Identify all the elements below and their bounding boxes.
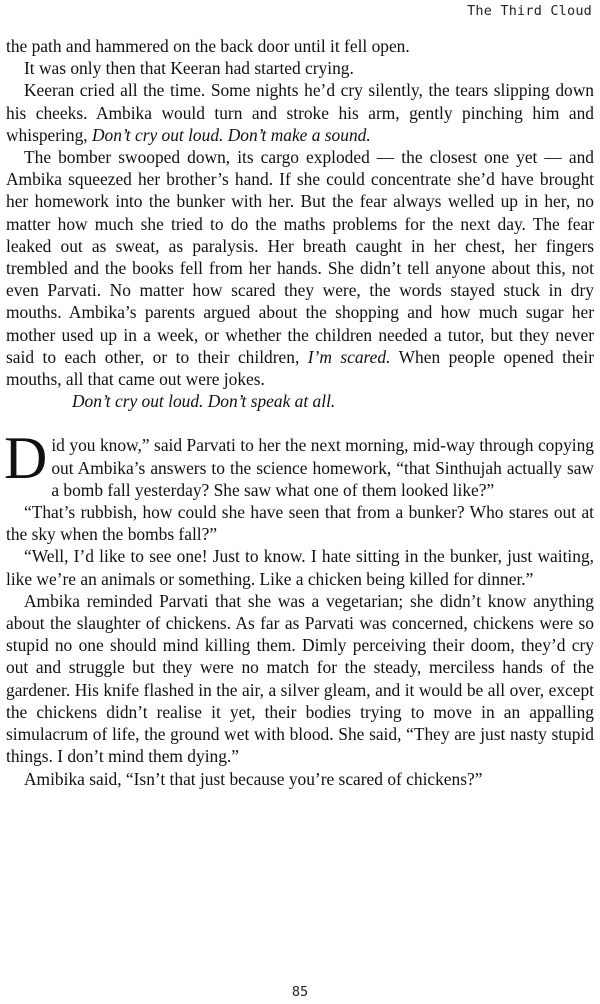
paragraph: Amibika said, “Isn’t that just because you’re scared of chickens?” xyxy=(24,768,483,789)
paragraph-text: id you know,” said Parvati to her the next morning, mid-way through copying out Ambika’s answers to the science homework, “that Sinthujah actually saw a bomb fall yesterday? She saw what one of them looked like?” xyxy=(51,435,594,500)
paragraph-text: When people opened their mouths, all that came out were jokes. xyxy=(6,346,594,390)
italic-phrase: I’m scared. xyxy=(307,346,391,367)
section-break xyxy=(6,412,594,434)
paragraph: It was only then that Keeran had started crying. xyxy=(24,58,354,79)
paragraph xyxy=(6,146,594,390)
italic-refrain: Don’t cry out loud. Don’t speak at all. xyxy=(72,391,336,412)
paragraph: Ambika reminded Parvati that she was a vegetarian; she didn’t know anything about the slaughter of chickens. As far as Parvati was concerned, chickens were so stupid no one should mind killing them. Dimly perceiving their doom, they’d cry out and struggle but they were no match for the steady, merciless hands of the gardener. His knife flashed in the air, a silver gleam, and it would be all over, except the chickens didn’t realise it yet, their bodies trying to move in an appalling simulacrum of life, the ground wet with blood. She said, “They are just nasty stupid things. I don’t mind them dying.” xyxy=(6,590,594,767)
paragraph-text: The bomber swooped down, its cargo exploded — the closest one yet — and Ambika squeezed her brother’s hand. If she could concentrate she’d have brought her homework into the bunker with her. But the fear always welled up in her, no matter how much she tried to do the maths problems for the next day. The fear leaked out as sweat, as paralysis. Her breath caught in her chest, her fingers trembled and the books fell from her hands. She didn’t tell anyone about this, not even Parvati. No matter how scared they were, the words stayed stuck in dry mouths. Ambika’s parents argued about the shopping and how much sugar her mother used up in a week, or whether the children needed a tutor, but they never said to each other, or to their children, xyxy=(6,147,594,367)
paragraph: “Well, I’d like to see one! Just to know. I hate sitting in the bunker, just waiting, like we’re an animals or something. Like a chicken being killed for dinner.” xyxy=(6,546,594,589)
italic-phrase: Don’t cry out loud. Don’t make a sound. xyxy=(91,124,371,145)
page-body-text xyxy=(6,35,594,790)
drop-cap-letter: D xyxy=(4,425,48,492)
page-number: 85 xyxy=(291,984,309,1000)
paragraph xyxy=(6,79,594,146)
paragraph-text: Keeran cried all the time. Some nights he’d cry silently, the tears slipping down his cheeks. Ambika would turn and stroke his arm, gently pinching him and whispering, xyxy=(6,80,594,145)
running-head-title: The Third Cloud xyxy=(467,3,592,19)
paragraph-with-drop-cap xyxy=(4,425,594,501)
paragraph: the path and hammered on the back door until it fell open. xyxy=(6,36,410,56)
paragraph: “That’s rubbish, how could she have seen that from a bunker? Who stares out at the sky when the bombs fall?” xyxy=(6,502,594,545)
